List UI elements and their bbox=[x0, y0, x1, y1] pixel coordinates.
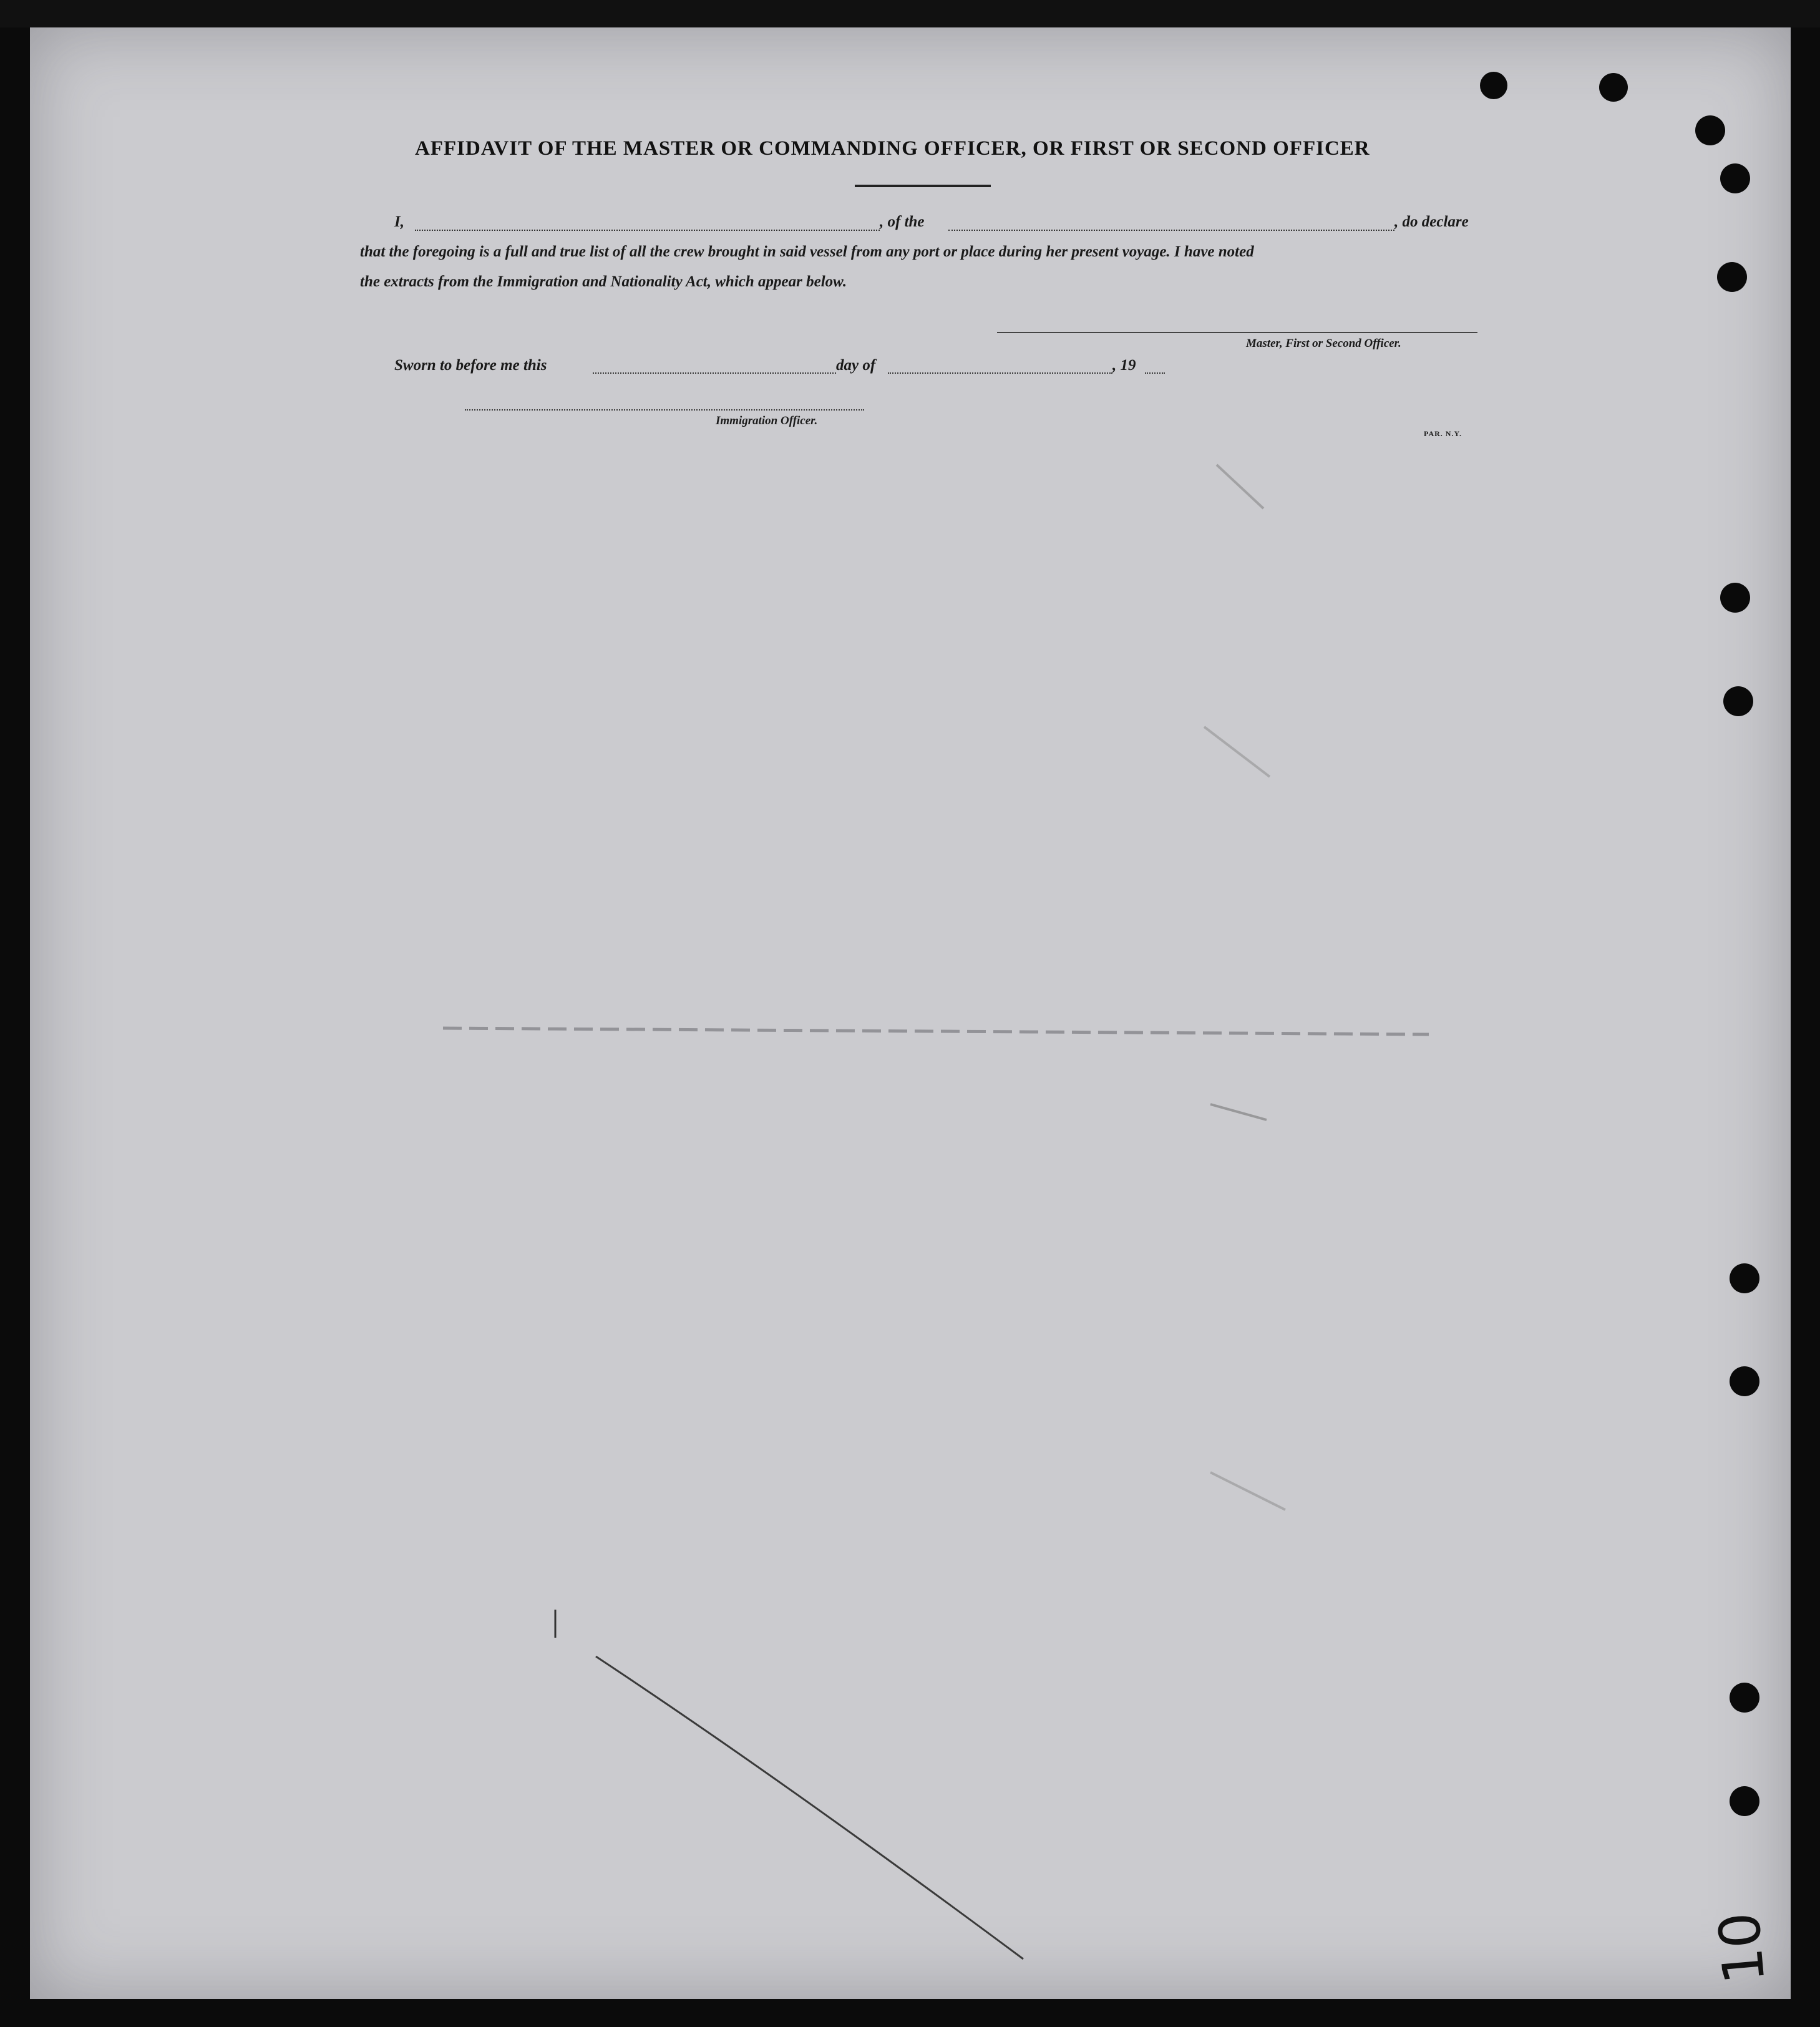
officer-signature-label: Immigration Officer. bbox=[716, 414, 818, 427]
affidavit-title: AFFIDAVIT OF THE MASTER OR COMMANDING OFFICER, OR FIRST OR SECOND OFFICER bbox=[415, 137, 1370, 160]
sworn-year-prefix: , 19 bbox=[1112, 357, 1136, 374]
sworn-prefix: Sworn to before me this bbox=[394, 357, 547, 374]
declaration-line-2: that the foregoing is a full and true list of all the crew brought in said vessel from any port or place during her present voyage. I have noted bbox=[360, 243, 1254, 260]
master-signature-label: Master, First or Second Officer. bbox=[1246, 337, 1401, 350]
declaration-i-label: I, bbox=[394, 213, 404, 230]
declaration-of-the-label: , of the bbox=[880, 213, 925, 230]
sworn-day-of-label: day of bbox=[836, 357, 876, 374]
declaration-do-declare-label: , do declare bbox=[1394, 213, 1469, 230]
declaration-line-3: the extracts from the Immigration and Nationality Act, which appear below. bbox=[360, 273, 847, 290]
form-code: PAR. N.Y. bbox=[1424, 429, 1462, 438]
handwritten-page-number: 10 bbox=[1706, 1909, 1778, 1987]
